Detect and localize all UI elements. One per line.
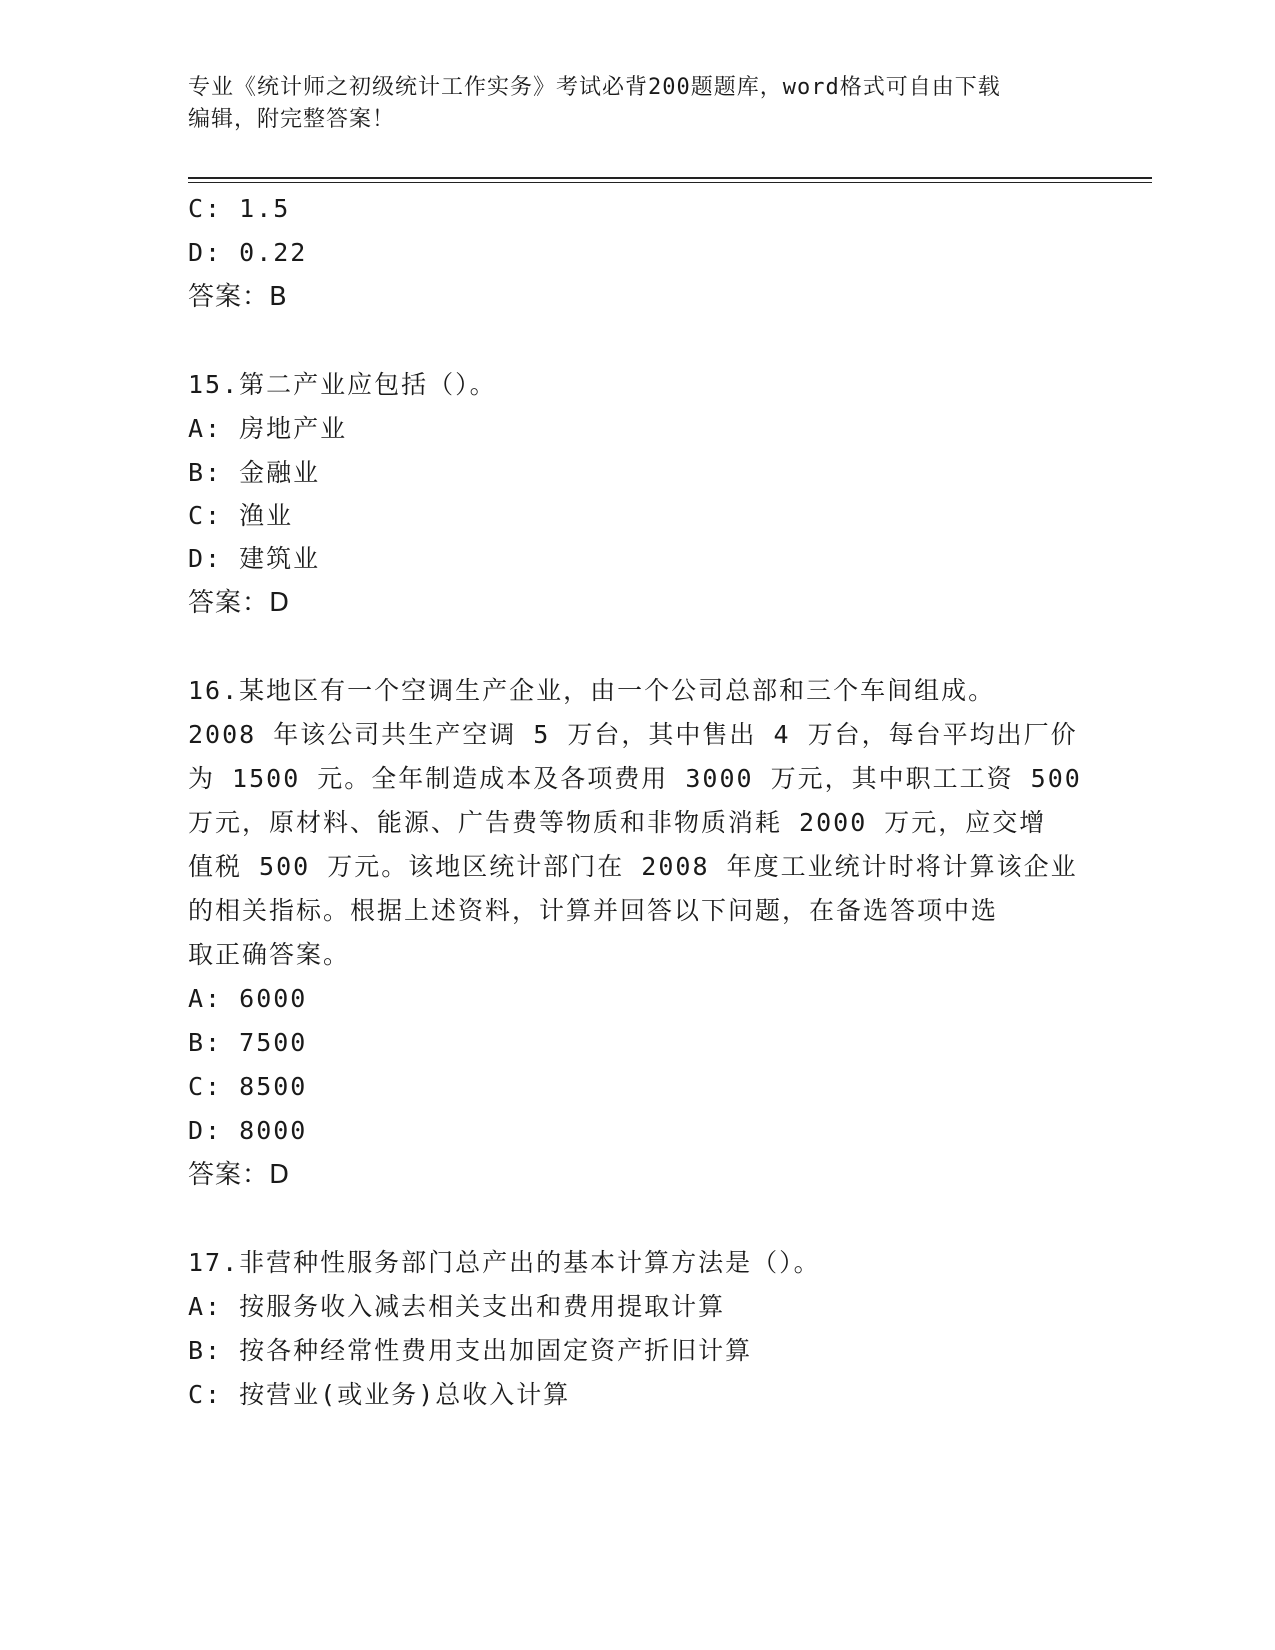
q16-answer: 答案：D (188, 1160, 291, 1190)
q16-option-b: B: 7500 (188, 1028, 308, 1057)
q16-stem-line: 为 1500 元。全年制造成本及各项费用 3000 万元，其中职工工资 500 (188, 764, 1082, 793)
q16-stem-line: 16.某地区有一个空调生产企业，由一个公司总部和三个车间组成。 (188, 676, 996, 705)
q17-option-b: B: 按各种经常性费用支出加固定资产折旧计算 (188, 1336, 753, 1365)
q14-option-d: D: 0.22 (188, 238, 308, 267)
header-divider-thin (188, 182, 1152, 183)
q16-option-c: C: 8500 (188, 1072, 308, 1101)
q15-option-c: C: 渔业 (188, 501, 294, 530)
q16-option-a: A: 6000 (188, 984, 308, 1013)
q16-stem-line: 的相关指标。根据上述资料，计算并回答以下问题，在备选答项中选 (188, 896, 999, 925)
q17-option-c: C: 按营业(或业务)总收入计算 (188, 1380, 571, 1409)
q16-stem-line: 值税 500 万元。该地区统计部门在 2008 年度工业统计时将计算该企业 (188, 852, 1078, 881)
q14-answer: 答案：B (188, 282, 288, 312)
q17-option-a: A: 按服务收入减去相关支出和费用提取计算 (188, 1292, 726, 1321)
q14-option-c: C: 1.5 (188, 194, 291, 223)
document-title-line-1: 专业《统计师之初级统计工作实务》考试必背200题题库，word格式可自由下载 (188, 75, 1001, 100)
q17-stem: 17.非营种性服务部门总产出的基本计算方法是（）。 (188, 1248, 821, 1277)
q16-stem-line: 2008 年该公司共生产空调 5 万台，其中售出 4 万台，每台平均出厂价 (188, 720, 1078, 749)
q15-answer: 答案：D (188, 588, 291, 618)
q15-stem: 15.第二产业应包括（）。 (188, 370, 497, 399)
q15-option-b: B: 金融业 (188, 458, 321, 487)
q16-option-d: D: 8000 (188, 1116, 308, 1145)
document-title-line-2: 编辑，附完整答案！ (188, 107, 396, 132)
q16-stem-line: 取正确答案。 (188, 940, 351, 969)
q15-option-d: D: 建筑业 (188, 544, 321, 573)
q15-option-a: A: 房地产业 (188, 414, 348, 443)
q16-stem-line: 万元，原材料、能源、广告费等物质和非物质消耗 2000 万元，应交增 (188, 808, 1047, 837)
header-divider-thick (188, 177, 1152, 179)
